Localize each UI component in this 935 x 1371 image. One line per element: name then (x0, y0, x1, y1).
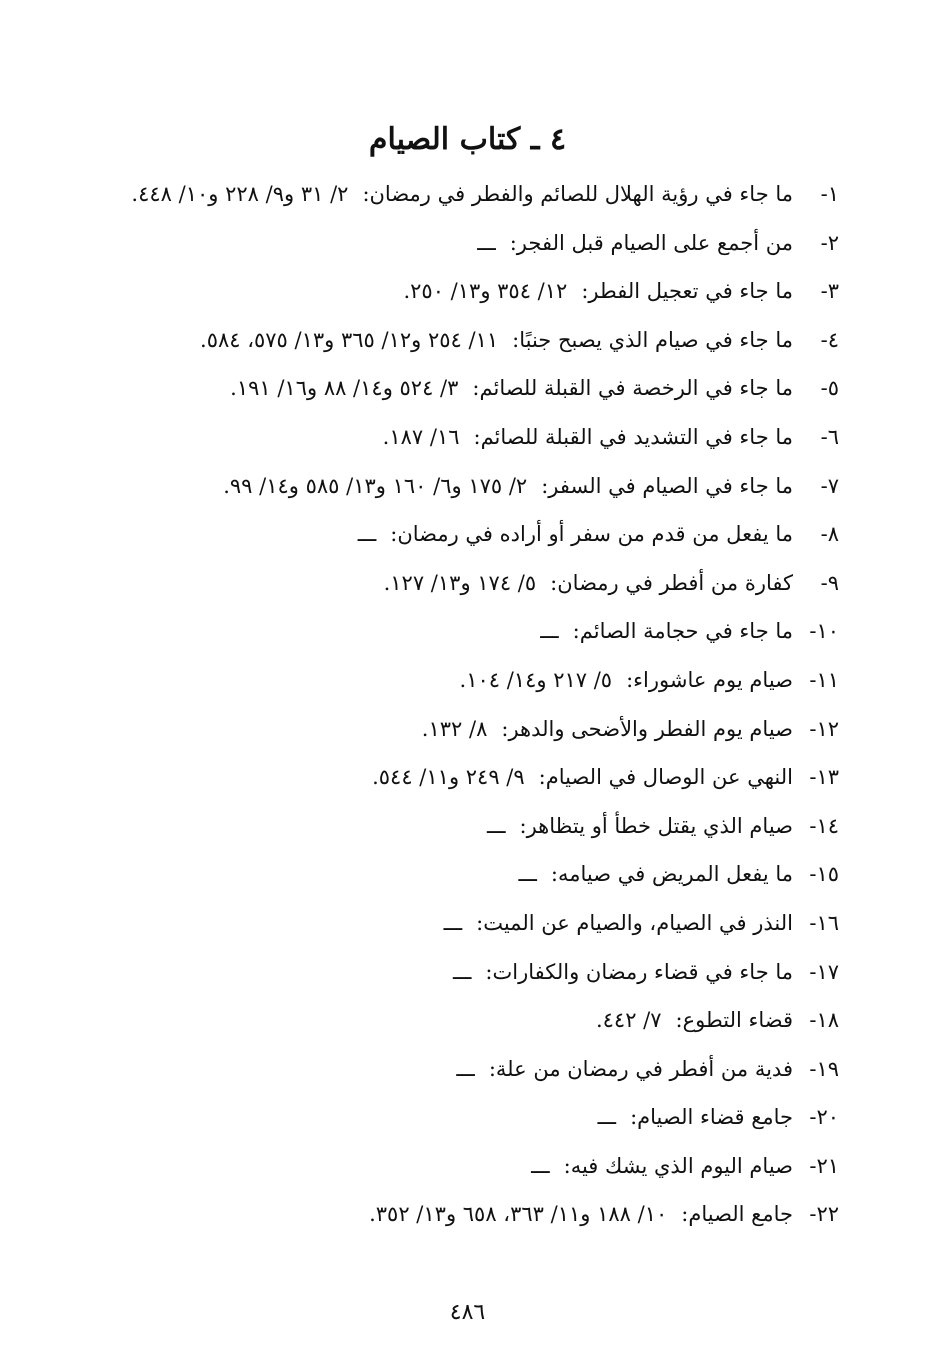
entry-item (79, 705, 839, 754)
entry-list (79, 170, 839, 1239)
entry-topic: جامع الصيام: (681, 1202, 793, 1227)
entry-number: ١٦- (809, 910, 839, 935)
entry-topic: من أجمع على الصيام قبل الفجر: (509, 230, 793, 255)
entry-topic: ما جاء في قضاء رمضان والكفارات: (485, 959, 793, 984)
entry-number: ٧- (820, 473, 839, 498)
entry-references: ـــ (456, 1056, 475, 1081)
entry-number: ١٩- (809, 1056, 839, 1081)
entry-topic: كفارة من أفطر في رمضان: (550, 570, 793, 595)
entry-references: ـــ (452, 959, 472, 984)
entry-number: ١- (820, 182, 839, 206)
entry-number: ١١- (809, 667, 839, 692)
entry-topic: صيام يوم عاشوراء: (626, 667, 793, 692)
entry-number: ٦- (820, 424, 839, 449)
entry-topic: صيام اليوم الذي يشك فيه: (563, 1153, 793, 1178)
entry-references: ـــ (487, 813, 506, 838)
entry-topic: ما جاء في الرخصة في القبلة للصائم: (472, 376, 793, 401)
entry-references: ٥/ ٢١٧ و١٤/ ١٠٤. (459, 667, 613, 692)
entry-item (79, 219, 839, 268)
entry-item (79, 267, 839, 316)
entry-number: ٤- (820, 327, 839, 352)
entry-number: ٢١- (809, 1153, 839, 1178)
entry-references: ٨/ ١٣٢. (421, 716, 488, 741)
entry-topic: صيام يوم الفطر والأضحى والدهر: (501, 716, 793, 741)
entry-number: ١٣- (809, 765, 839, 790)
entry-item (79, 996, 839, 1045)
entry-references: ـــ (540, 619, 559, 644)
entry-references: ٣/ ٥٢٤ و١٤/ ٨٨ و١٦/ ١٩١. (230, 376, 459, 401)
chapter-title: ٤ ـ كتاب الصيام (368, 122, 567, 157)
entry-item (79, 170, 839, 219)
entry-topic: جامع قضاء الصيام: (630, 1105, 793, 1130)
entry-references: ٩/ ٢٤٩ و١١/ ٥٤٤. (372, 765, 525, 790)
entry-references: ١٢/ ٣٥٤ و١٣/ ٢٥٠. (403, 279, 568, 304)
page-number: ٤٨٦ (449, 1300, 486, 1325)
entry-topic: فدية من أفطر في رمضان من علة: (488, 1056, 793, 1081)
entry-item (79, 899, 839, 948)
entry-item (79, 656, 839, 705)
entry-item (79, 948, 839, 997)
entry-topic: ما يفعل المريض في صيامه: (550, 862, 793, 887)
entry-number: ٣- (820, 279, 839, 304)
entry-number: ٨- (820, 522, 839, 547)
entry-topic: صيام الذي يقتل خطأ أو يتظاهر: (519, 813, 793, 838)
entry-number: ٢٢- (809, 1202, 839, 1227)
entry-number: ١٧- (809, 959, 839, 984)
entry-number: ١٠- (809, 619, 839, 644)
entry-references: ـــ (443, 910, 463, 935)
entry-item (79, 413, 839, 462)
entry-topic: النهي عن الوصال في الصيام: (538, 765, 793, 790)
entry-item (79, 510, 839, 559)
entry-item (79, 1190, 839, 1239)
entry-references: ١١/ ٢٥٤ و١٢/ ٣٦٥ و١٣/ ٥٧٥، ٥٨٤. (200, 327, 499, 352)
entry-number: ٥- (820, 376, 839, 401)
entry-item (79, 462, 839, 511)
entry-item (79, 850, 839, 899)
entry-item (79, 364, 839, 413)
entry-references: ٧/ ٤٤٢. (595, 1008, 662, 1033)
entry-references: ٥/ ١٧٤ و١٣/ ١٢٧. (383, 570, 537, 595)
entry-item (79, 1045, 839, 1094)
entry-item (79, 1142, 839, 1191)
entry-references: ٢/ ١٧٥ و٦/ ١٦٠ و١٣/ ٥٨٥ و١٤/ ٩٩. (223, 473, 528, 498)
entry-references: ٢/ ٣١ و٩/ ٢٢٨ و١٠/ ٤٤٨. (131, 182, 349, 206)
entry-references: ـــ (597, 1105, 617, 1130)
entry-topic: قضاء التطوع: (675, 1008, 793, 1033)
entry-references: ـــ (477, 230, 496, 255)
entry-number: ١٥- (809, 862, 839, 887)
entry-topic: ما جاء في التشديد في القبلة للصائم: (473, 424, 793, 449)
entry-references: ـــ (518, 862, 537, 887)
entry-item (79, 1093, 839, 1142)
entry-topic: النذر في الصيام، والصيام عن الميت: (476, 910, 793, 935)
entry-topic: ما جاء في رؤية الهلال للصائم والفطر في رمضان: (362, 182, 793, 206)
entry-references: ١٠/ ١٨٨ و١١/ ٣٦٣، ٦٥٨ و١٣/ ٣٥٢. (369, 1202, 668, 1227)
entry-item (79, 753, 839, 802)
entry-references: ـــ (531, 1153, 550, 1178)
entry-item (79, 559, 839, 608)
entry-topic: ما جاء في تعجيل الفطر: (581, 279, 793, 304)
entry-item (79, 607, 839, 656)
entry-number: ١٨- (809, 1008, 839, 1033)
entry-item (79, 316, 839, 365)
entry-number: ٢٠- (809, 1105, 839, 1130)
entry-topic: ما جاء في حجامة الصائم: (572, 619, 793, 644)
entry-number: ٢- (820, 230, 839, 255)
entry-number: ١٤- (809, 813, 839, 838)
entry-item (79, 802, 839, 851)
entry-references: ١٦/ ١٨٧. (382, 424, 460, 449)
entry-number: ٩- (820, 570, 839, 595)
entry-references: ـــ (357, 522, 377, 547)
entry-topic: ما جاء في الصيام في السفر: (541, 473, 793, 498)
entry-topic: ما جاء في صيام الذي يصبح جنبًا: (512, 327, 793, 352)
entry-topic: ما يفعل من قدم من سفر أو أراده في رمضان: (390, 522, 793, 547)
entry-number: ١٢- (809, 716, 839, 741)
